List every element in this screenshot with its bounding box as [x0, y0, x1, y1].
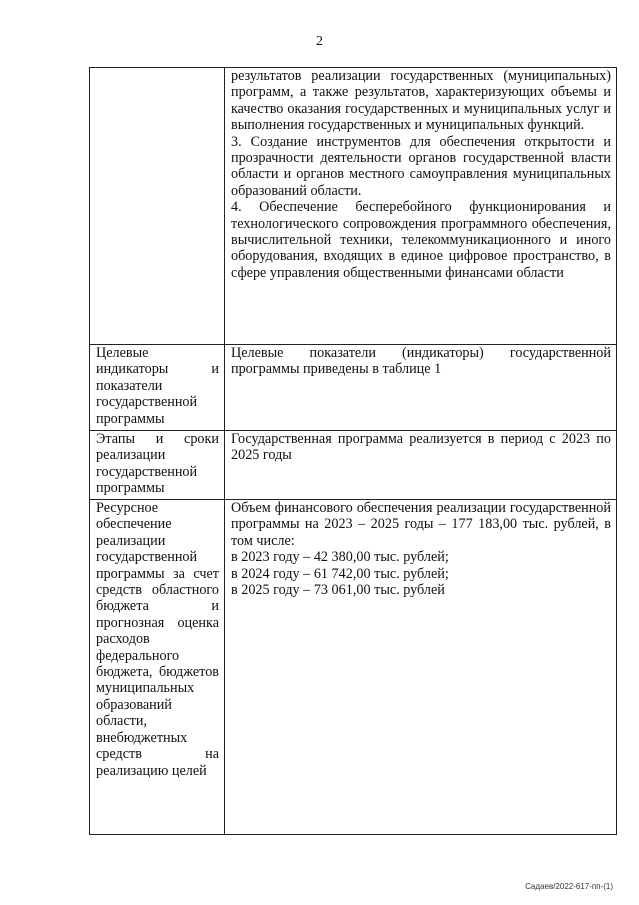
content-paragraph: в 2023 году – 42 380,00 тыс. рублей;: [231, 549, 449, 566]
label-text: Целевые индикаторы и показатели государственной программы: [96, 345, 219, 427]
content-paragraph: Государственная программа реализуется в период с 2023 по 2025 годы: [231, 431, 611, 464]
document-code: Садаев/2022-617-пп-(1): [525, 882, 613, 891]
content-paragraph: в 2024 году – 61 742,00 тыс. рублей;: [231, 565, 449, 582]
table-row-resources: [90, 500, 617, 835]
content-paragraph: 3. Создание инструментов для обеспечения открытости и прозрачности деятельности органов государственной власти области и органов местного самоуправления муниципальных образований области.: [231, 133, 611, 199]
content-paragraph: 4. Обеспечение бесперебойного функционирования и технологического сопровождения программного обеспечения, вычислительной техники, телекоммуникационного и иного оборудования, входящих в единое цифровое пространство, в сфере управления общественными финансами области: [231, 199, 611, 281]
content-paragraph: Целевые показатели (индикаторы) государственной программы приведены в таблице 1: [231, 345, 611, 378]
table-row-stages: [90, 431, 617, 500]
row-content-indicators: [225, 345, 617, 431]
row-content-stages: [225, 431, 617, 500]
content-paragraph: Объем финансового обеспечения реализации государственной программы на 2023 – 2025 годы – 177 183,00 тыс. рублей, в том числе:: [231, 500, 611, 549]
row-content-resources: [225, 500, 617, 835]
label-text: Ресурсное обеспечение реализации государственной программы за счет средств областного бюджета и прогнозная оценка расходов федерального бюджета, бюджетов муниципальных образований области, внебюджетных средств на реализацию целей: [96, 500, 219, 779]
label-text: Этапы и сроки реализации государственной программы: [96, 431, 219, 497]
page-number: 2: [316, 34, 323, 49]
table-row-indicators: [90, 345, 617, 431]
content-paragraph: результатов реализации государственных (муниципальных) программ, а также результатов, характеризующих объемы и качество оказания государственных и муниципальных услуг и выполнения государственных и муниципальных функций.: [231, 68, 611, 134]
table-row-goals-continued: [90, 68, 617, 345]
row-label-stages: [90, 431, 225, 500]
row-label-indicators: [90, 345, 225, 431]
row-label-empty: [90, 68, 225, 345]
row-content-goals: [225, 68, 617, 345]
row-label-resources: [90, 500, 225, 835]
program-passport-table: [89, 67, 617, 835]
content-paragraph: в 2025 году – 73 061,00 тыс. рублей: [231, 582, 445, 599]
